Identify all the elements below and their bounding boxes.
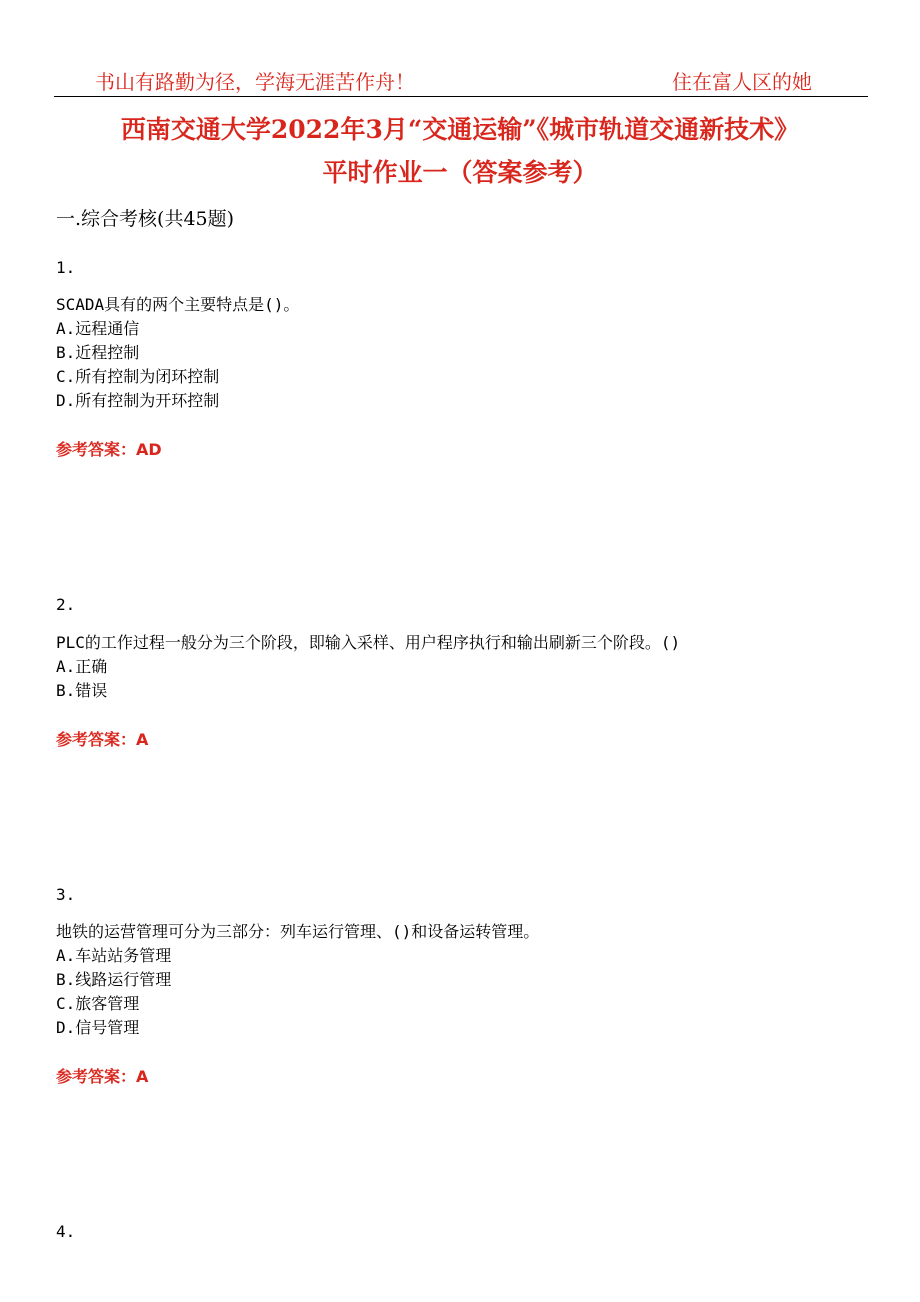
question-3-number: 3. [56,885,76,904]
question-3-text: 地铁的运营管理可分为三部分：列车运行管理、()和设备运转管理。 [56,922,540,941]
question-2-option-b: B.错误 [56,681,108,700]
document-title-line1: 西南交通大学2022年3月“交通运输”《城市轨道交通新技术》 [120,115,800,144]
header-right-motto: 住在富人区的她 [672,70,812,94]
question-1-number: 1. [56,258,76,277]
question-2-text: PLC的工作过程一般分为三个阶段，即输入采样、用户程序执行和输出刷新三个阶段。() [56,633,681,652]
question-2-answer: 参考答案：A [56,730,149,749]
question-1-text: SCADA具有的两个主要特点是()。 [56,295,300,314]
question-2-option-a: A.正确 [56,657,108,676]
question-1-option-d: D.所有控制为开环控制 [56,391,220,410]
question-1-answer: 参考答案：AD [56,440,162,459]
question-3-option-b: B.线路运行管理 [56,970,172,989]
header-left-motto: 书山有路勤为径，学海无涯苦作舟！ [95,70,415,94]
question-4-number: 4. [56,1222,76,1241]
question-3-option-d: D.信号管理 [56,1018,140,1037]
question-1-option-a: A.远程通信 [56,319,140,338]
question-1-option-c: C.所有控制为闭环控制 [56,367,220,386]
question-3-option-c: C.旅客管理 [56,994,140,1013]
question-2-number: 2. [56,595,76,614]
question-3-answer: 参考答案：A [56,1067,149,1086]
question-3-option-a: A.车站站务管理 [56,946,172,965]
question-1-option-b: B.近程控制 [56,343,140,362]
section-title: 一.综合考核(共45题) [56,208,235,230]
header-divider [54,96,868,97]
document-title-line2: 平时作业一（答案参考） [322,158,598,187]
